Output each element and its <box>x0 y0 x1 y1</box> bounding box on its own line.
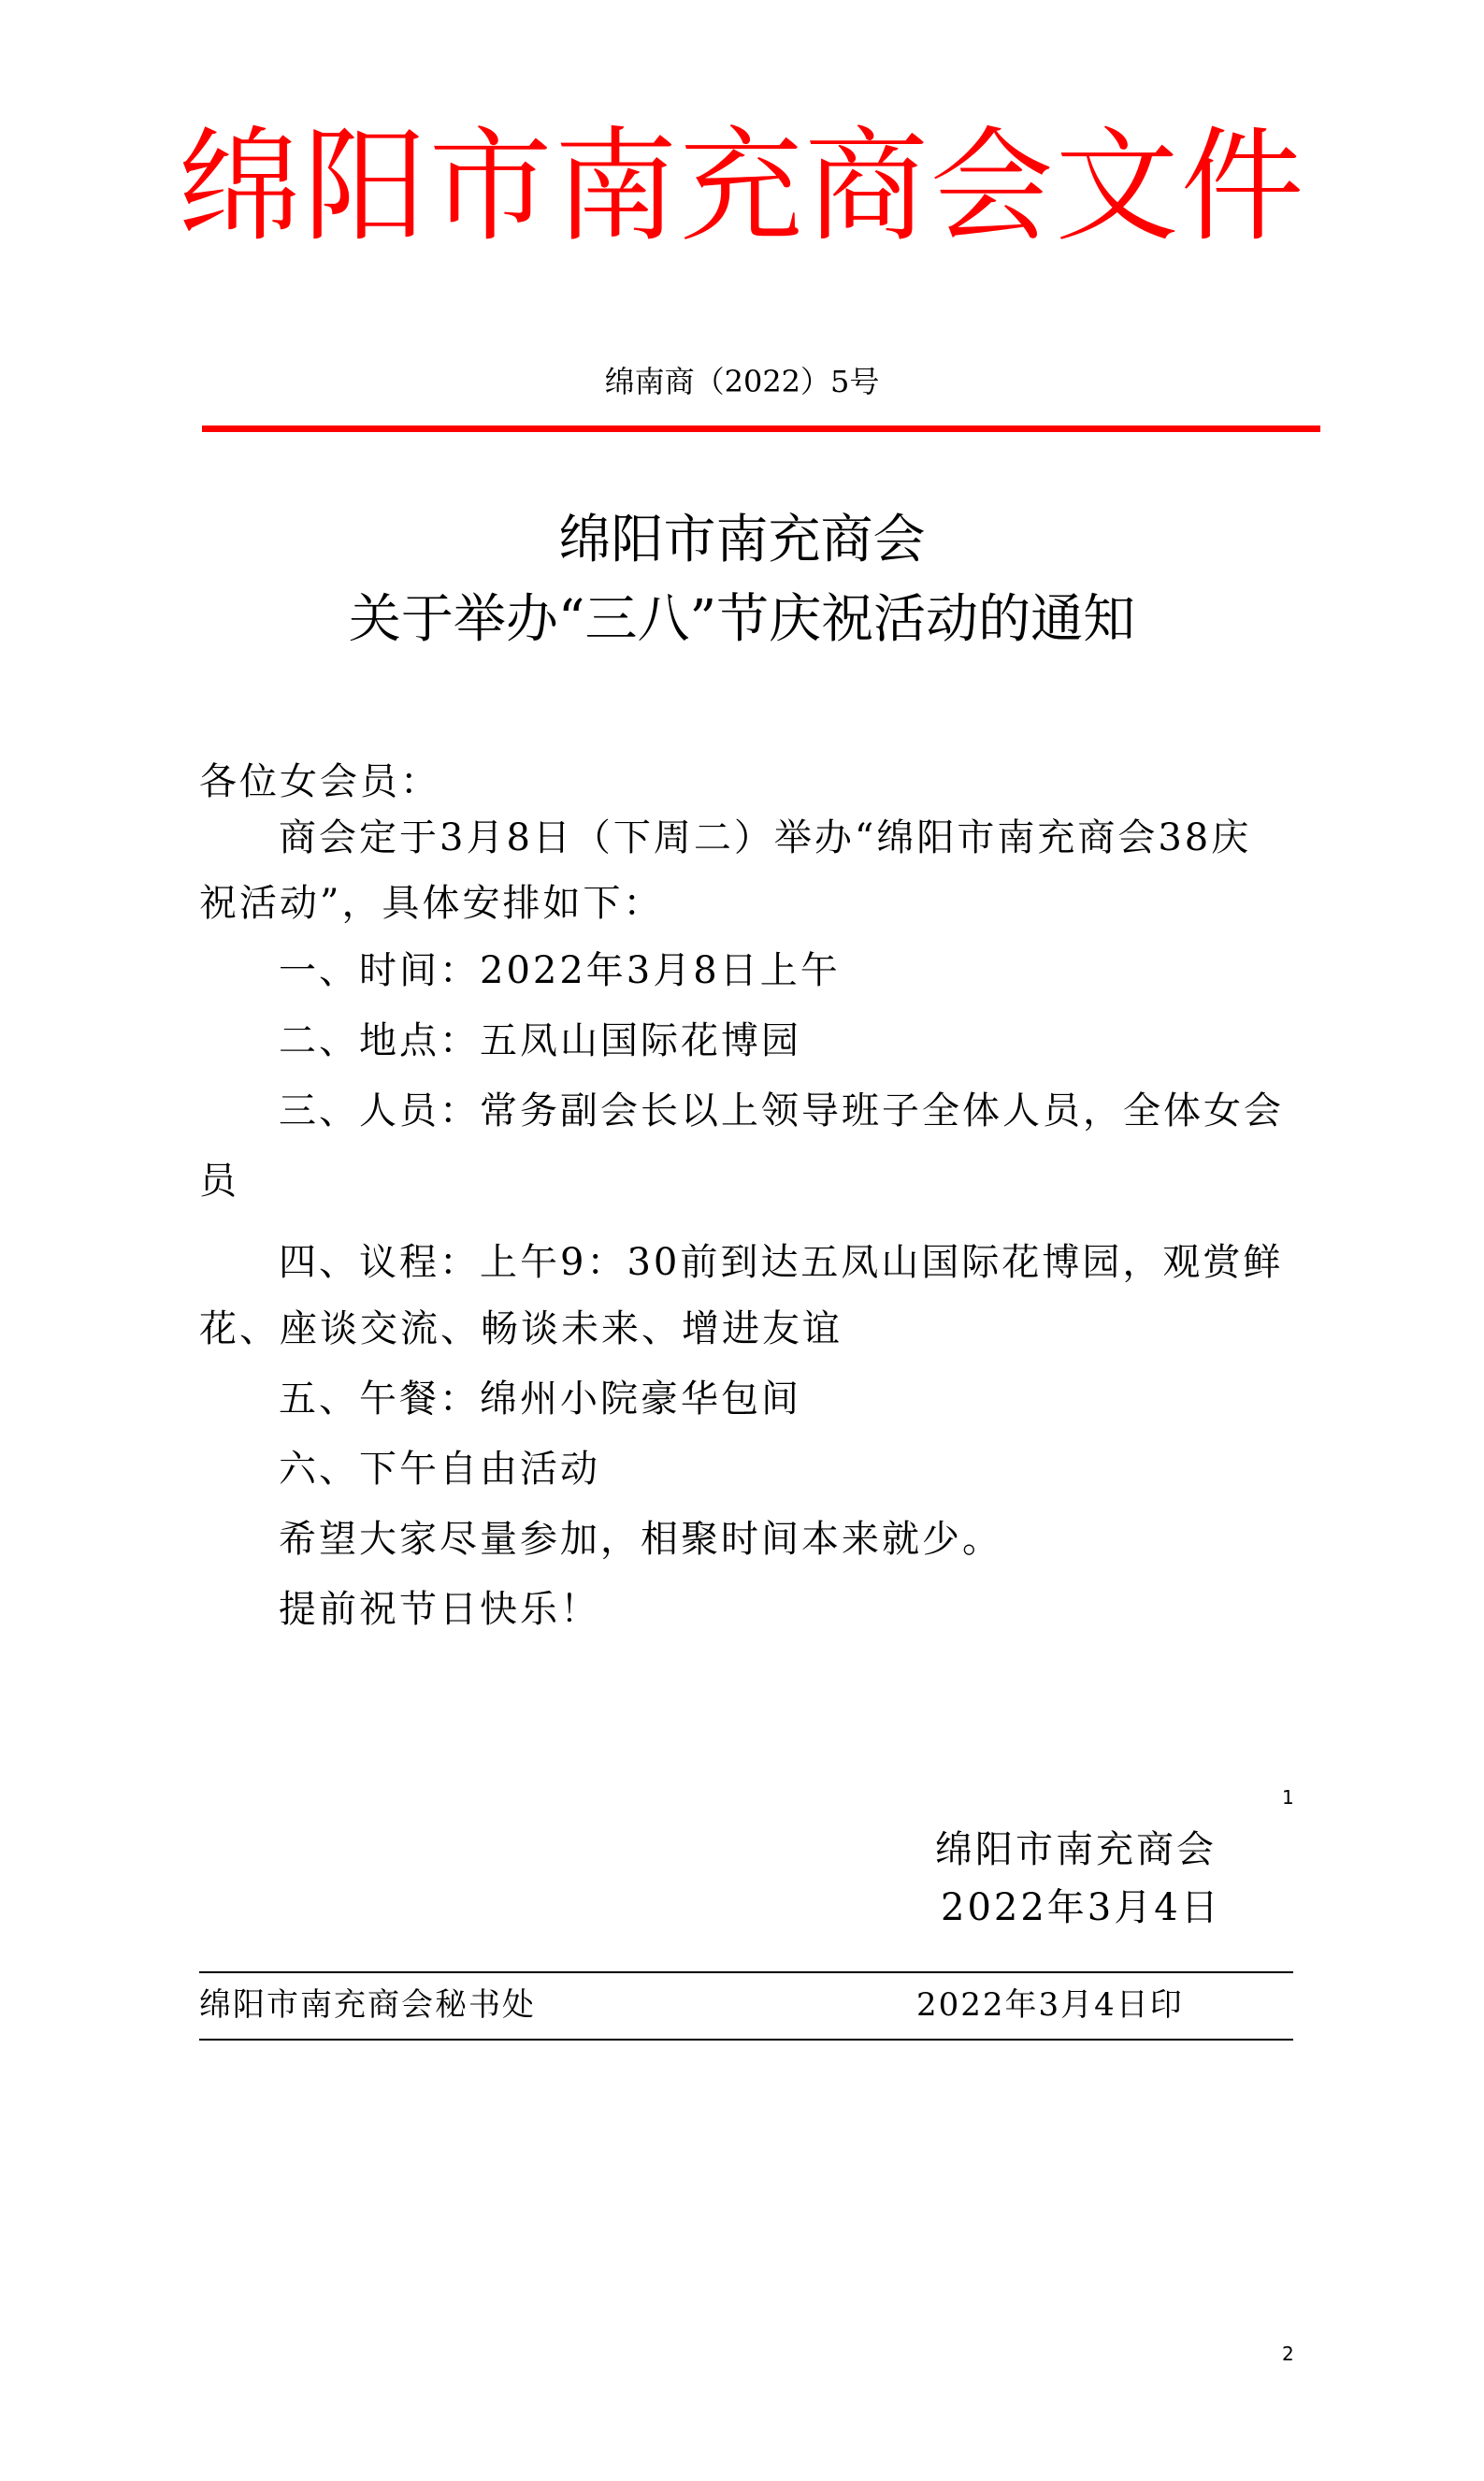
document-number: 绵南商（2022）5号 <box>604 364 880 399</box>
footer-issuer: 绵阳市南充商会秘书处 <box>199 1986 536 2024</box>
notice-title-line-2: 关于举办“三八”节庆祝活动的通知 <box>348 589 1136 650</box>
item-time: 一、时间：2022年3月8日上午 <box>279 949 841 992</box>
page-number-1: 1 <box>1282 1786 1294 1809</box>
document-header-title: 绵阳市南充商会文件 <box>178 115 1306 259</box>
red-divider <box>202 426 1320 432</box>
footer-top-rule <box>199 1971 1293 1973</box>
notice-title-line-1: 绵阳市南充商会 <box>558 510 926 570</box>
intro-line-2: 祝活动”，具体安排如下： <box>199 882 664 925</box>
signature-date: 2022年3月4日 <box>941 1886 1221 1929</box>
footer-print-date: 2022年3月4日印 <box>916 1986 1184 2024</box>
item-participants-line-1: 三、人员：常务副会长以上领导班子全体人员，全体女会 <box>279 1089 1284 1132</box>
item-agenda-line-2: 花、座谈交流、畅谈未来、增进友谊 <box>199 1307 843 1350</box>
item-lunch: 五、午餐：绵州小院豪华包间 <box>279 1378 801 1421</box>
intro-line-1: 商会定于3月8日（下周二）举办“绵阳市南充商会38庆 <box>279 816 1252 859</box>
footer-bottom-rule <box>199 2039 1293 2041</box>
closing-line-2: 提前祝节日快乐！ <box>279 1588 600 1631</box>
salutation: 各位女会员： <box>199 760 440 803</box>
page-number-2: 2 <box>1282 2343 1294 2365</box>
item-afternoon: 六、下午自由活动 <box>279 1448 600 1491</box>
closing-line-1: 希望大家尽量参加，相聚时间本来就少。 <box>279 1518 1002 1561</box>
item-participants-line-2: 员 <box>199 1160 239 1203</box>
item-agenda-line-1: 四、议程：上午9：30前到达五凤山国际花博园，观赏鲜 <box>279 1241 1284 1284</box>
signature-organization: 绵阳市南充商会 <box>935 1828 1217 1871</box>
item-location: 二、地点：五凤山国际花博园 <box>279 1019 801 1062</box>
